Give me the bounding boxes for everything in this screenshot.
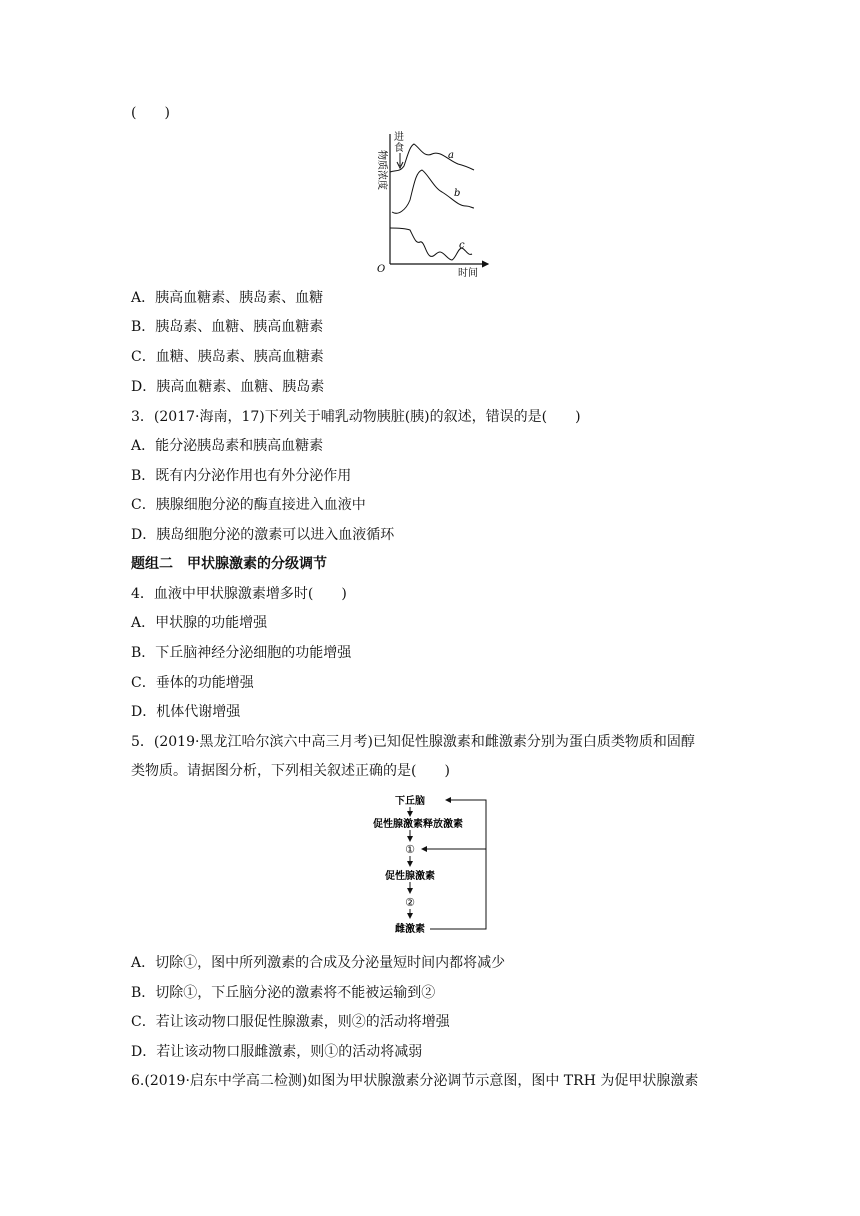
curve-b-label: b	[454, 188, 461, 199]
q2-bracket: ( )	[131, 105, 170, 121]
q5-option-d: D．若让该动物口服雌激素，则①的活动将减弱	[131, 1044, 423, 1060]
x-axis-label: 时间	[458, 268, 478, 278]
q3-option-b: B．既有内分泌作用也有外分泌作用	[131, 468, 352, 484]
q5-option-b: B．切除①，下丘脑分泌的激素将不能被运输到②	[131, 985, 436, 1001]
q4-option-b: B．下丘脑神经分泌细胞的功能增强	[131, 645, 352, 661]
section-title: 题组二 甲状腺激素的分级调节	[131, 556, 327, 572]
q4-option-c: C．垂体的功能增强	[131, 675, 254, 691]
q4-option-d: D．机体代谢增强	[131, 704, 241, 720]
node-1-pituitary: ①	[405, 843, 415, 856]
node-hypothalamus: 下丘脑	[395, 796, 425, 807]
feeding-marker-2: 食	[394, 143, 404, 154]
origin-label: O	[377, 264, 386, 275]
node-2-gonad: ②	[405, 896, 415, 909]
q3-option-d: D．胰岛细胞分泌的激素可以进入血液循环	[131, 527, 395, 543]
q5-stem-line2: 类物质。请据图分析，下列相关叙述正确的是( )	[131, 763, 450, 779]
q2-concentration-graph	[370, 128, 510, 278]
feeding-marker-1: 进	[394, 132, 404, 143]
node-gnrh: 促性腺激素释放激素	[373, 819, 463, 830]
q4-option-a: A．甲状腺的功能增强	[131, 615, 268, 631]
q5-hormone-diagram	[360, 790, 500, 940]
node-estrogen: 雌激素	[395, 924, 425, 935]
q5-option-c: C．若让该动物口服促性腺激素，则②的活动将增强	[131, 1014, 450, 1030]
q5-option-a: A．切除①，图中所列激素的合成及分泌量短时间内都将减少	[131, 955, 506, 971]
q3-stem: 3．(2017·海南，17)下列关于哺乳动物胰脏(胰)的叙述，错误的是( )	[131, 409, 581, 425]
q3-option-c: C．胰腺细胞分泌的酶直接进入血液中	[131, 497, 366, 513]
curve-a-label: a	[448, 150, 454, 161]
q2-option-a: A．胰高血糖素、胰岛素、血糖	[131, 290, 324, 306]
node-gonadotropin: 促性腺激素	[385, 871, 435, 882]
q6-stem: 6.(2019·启东中学高二检测)如图为甲状腺激素分泌调节示意图，图中 TRH 为促甲状腺激素	[131, 1073, 699, 1089]
q3-option-a: A．能分泌胰岛素和胰高血糖素	[131, 438, 324, 454]
q2-option-d: D．胰高血糖素、血糖、胰岛素	[131, 379, 325, 395]
q5-stem-line1: 5．(2019·黑龙江哈尔滨六中高三月考)已知促性腺激素和雌激素分别为蛋白质类物质和固醇	[131, 734, 695, 750]
curve-b	[392, 170, 474, 213]
q2-option-b: B．胰岛素、血糖、胰高血糖素	[131, 319, 324, 335]
q2-option-c: C．血糖、胰岛素、胰高血糖素	[131, 349, 324, 365]
q4-stem: 4．血液中甲状腺激素增多时( )	[131, 586, 347, 602]
y-axis-label: 物质浓度	[376, 150, 387, 190]
curve-c-label: c	[459, 240, 465, 251]
